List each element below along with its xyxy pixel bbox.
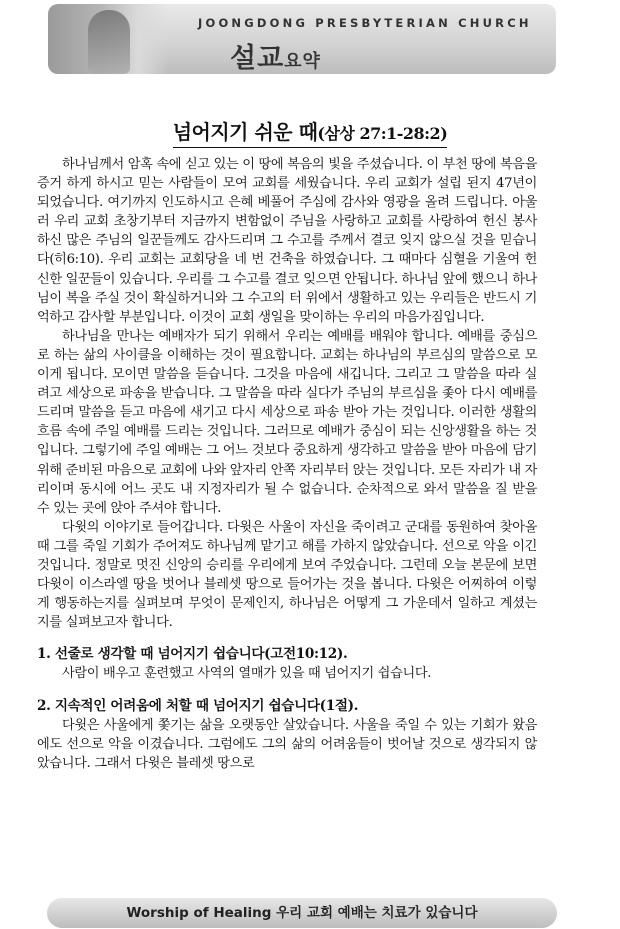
- sermon-label-small: 요약: [284, 51, 321, 72]
- point-text: 다윗은 사울에게 쫓기는 삶을 오랫동안 살았습니다. 사울을 죽일 수 있는 기회가 왔음에도 선으로 악을 이겼습니다. 그럼에도 그의 삶의 어려움들이 벗어날 것으로 생각되지 않았습니다. 그래서 다윗은 블레셋 땅으로: [37, 717, 537, 771]
- paragraph: 다윗의 이야기로 들어갑니다. 다윗은 사울이 자신을 죽이려고 군대를 동원하여 찾아올 때 그를 죽일 기회가 주어져도 하나님께 맡기고 해를 가하지 않았습니다. 선으로 악을 이긴 것입니다. 정말로 멋진 신앙의 승리를 우리에게 보여 주었습니다. 그런데 오늘 본문에 보면 다윗이 이스라엘 땅을 벗어나 블레셋 땅으로 들어가는 것을 봅니다. 다윗은 어찌하여 이렇게 행동하는지를 실펴보며 무엇이 문제인지, 하나님은 어떻게 그 가운데서 일하고 계셨는지를 실펴보고자 합니다.: [37, 519, 537, 631]
- paragraph: 하나님께서 암혹 속에 싣고 있는 이 땅에 복음의 빛을 주셨습니다. 이 부천 땅에 복음을 증거 하게 하시고 믿는 사람들이 모여 교회를 세웠습니다. 우리 교회가 설립 된지 47년이 되었습니다. 여기까지 인도하시고 은혜 베풀어 주심에 감사와 영광을 올려 드립니다. 아울러 우리 교회 초창기부터 지금까지 변함없이 주님을 사랑하고 교회를 사랑하여 헌신 봉사하신 많은 주님의 일꾼들께도 감사드리며 그 수고를 주께서 결코 잊지 않으실 것을 믿습니다(히6:10). 우리 교회는 교회당을 네 번 건축을 하였습니다. 그 때마다 심혈을 기울여 헌신한 일꾼들이 있습니다. 우리를 그 수고를 결코 잊으면 안됩니다. 하나님 앞에 했으니 하나님이 복을 주실 것이 확실하거니와 그 수고의 터 위에서 생활하고 있는 우리들은 반드시 기억하고 감사할 부분입니다. 이것이 교회 생일을 맞이하는 우리의 마음가짐입니다.: [37, 157, 538, 325]
- sermon-title: [173, 116, 448, 148]
- title-main: 넘어지기 쉬운 때: [172, 120, 318, 144]
- church-name: JOONGDONG PRESBYTERIAN CHURCH: [198, 16, 532, 30]
- paragraph: 하나님을 만나는 예배자가 되기 위해서 우리는 예배를 배워야 합니다. 예배를 중심으로 하는 삶의 사이클을 이해하는 것이 필요합니다. 교회는 하나님의 부르심의 말씀으로 모이게 됩니다. 모이면 말씀을 듣습니다. 그것을 마음에 새깁니다. 그리고 그 말씀을 따라 실려고 세상으로 파송을 받습니다. 그 말씀을 따라 실다가 주님의 부르심을 좇아 다시 예배를 드리며 말씀을 듣고 마음에 새기고 다시 세상으로 파송 받아 가는 것입니다. 이러한 생활의 흐름 속에 주일 예배를 드리는 것입니다. 그러므로 예배가 중심이 되는 신앙생활을 하는 것입니다. 그렇기에 주일 예배는 그 어느 것보다 중요하게 생각하고 말씀을 받아 마음에 담기 위해 준비된 마음으로 교회에 나와 앞자리 안쪽 자리부터 앉는 것입니다. 모든 자리가 내 자리이며 동시에 어느 곳도 내 지정자리가 될 수 없습니다. 순차적으로 와서 말씀을 질 받을 수 있는 곳에 앉아 주셔야 합니다.: [37, 328, 537, 516]
- sermon-summary-label: [230, 36, 321, 74]
- praying-figure-photo: [48, 4, 168, 74]
- header-banner: [48, 4, 556, 74]
- point-text: 사람이 배우고 훈련했고 사역의 열매가 있을 때 넘어지기 쉽습니다.: [62, 666, 432, 682]
- footer-banner: Worship of Healing 우리 교회 예배는 치료가 있습니다: [47, 898, 557, 928]
- scripture-reference: (삼상 27:1-28:2): [317, 124, 448, 143]
- title-wrap: [0, 116, 620, 148]
- sermon-body: [37, 155, 537, 773]
- figure-silhouette: [88, 10, 130, 74]
- sermon-label-big: 설교: [230, 43, 285, 74]
- point-heading: 2. 지속적인 어려움에 처할 때 넘어지기 쉽습니다(1절).: [37, 697, 359, 714]
- point-heading: 1. 선줄로 생각할 때 넘어지기 쉽습니다(고전10:12).: [37, 646, 348, 663]
